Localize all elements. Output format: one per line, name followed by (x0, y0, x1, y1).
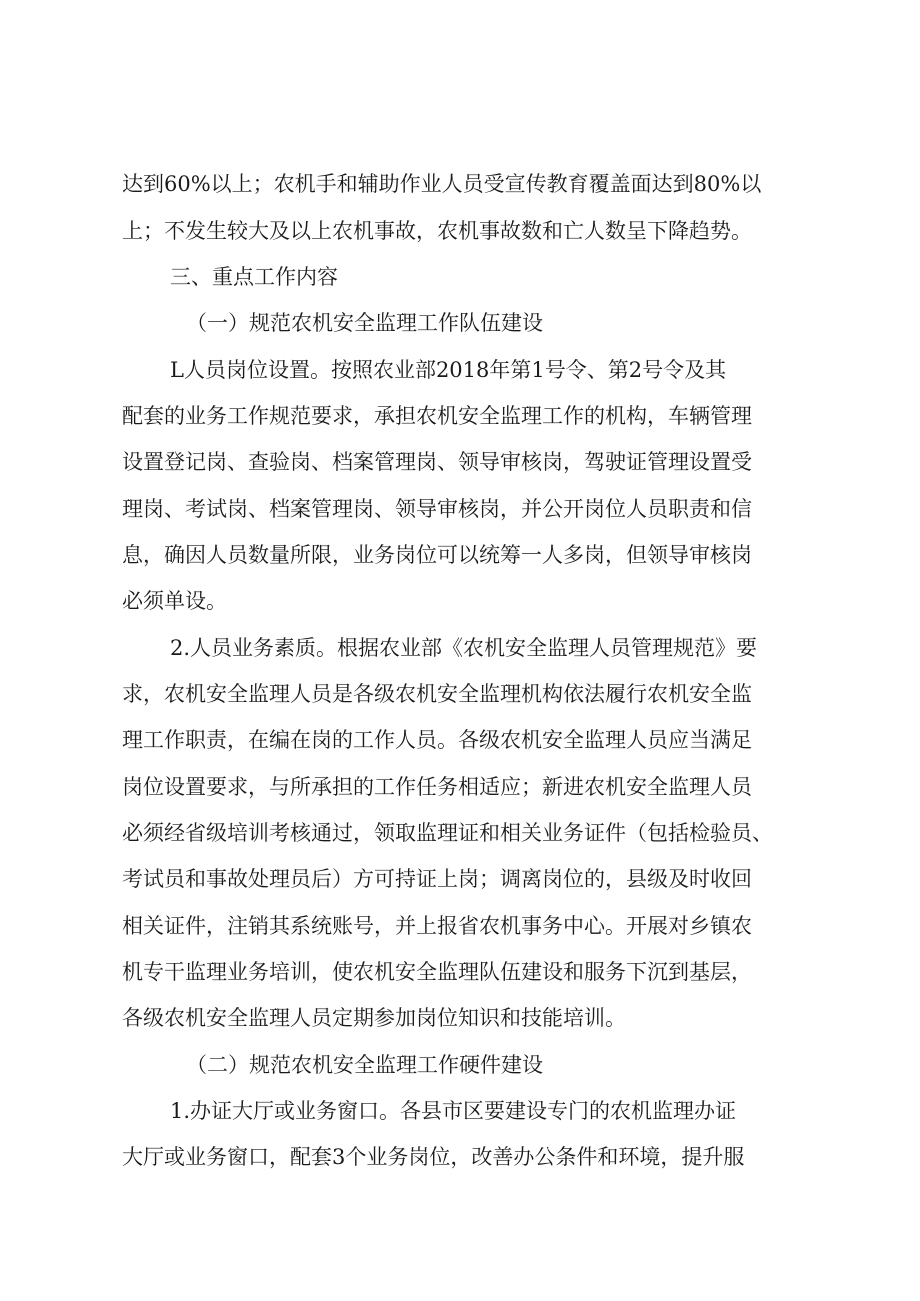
paragraph-line: 2.人员业务素质。根据农业部《农机安全监理人员管理规范》要 (170, 636, 758, 660)
paragraph-line: 息，确因人员数量所限，业务岗位可以统筹一人多岗，但领导审核岗 (122, 543, 752, 567)
paragraph-line: 必须经省级培训考核通过，领取监理证和相关业务证件（包括检验员、 (122, 821, 773, 845)
paragraph-line: 设置登记岗、查验岗、档案管理岗、领导审核岗，驾驶证管理设置受 (122, 450, 752, 474)
section-heading: 三、重点工作内容 (170, 265, 338, 289)
paragraph-line: 达到60%以上；农机手和辅助作业人员受宣传教育覆盖面达到80%以 (122, 172, 762, 196)
paragraph-line: 各级农机安全监理人员定期参加岗位知识和技能培训。 (122, 1006, 626, 1030)
paragraph-line: 理岗、考试岗、档案管理岗、领导审核岗，并公开岗位人员职责和信 (122, 497, 752, 521)
subsection-heading: （一）规范农机安全监理工作队伍建设 (186, 311, 543, 335)
paragraph-line: 配套的业务工作规范要求，承担农机安全监理工作的机构，车辆管理 (122, 404, 752, 428)
paragraph-line: 岗位设置要求，与所承担的工作任务相适应；新进农机安全监理人员 (122, 775, 752, 799)
subsection-heading: （二）规范农机安全监理工作硬件建设 (186, 1053, 543, 1077)
paragraph-line: 机专干监理业务培训，使农机安全监理队伍建设和服务下沉到基层， (122, 960, 752, 984)
paragraph-line: 上；不发生较大及以上农机事故，农机事故数和亡人数呈下降趋势。 (122, 219, 752, 243)
paragraph-line: L人员岗位设置。按照农业部2018年第1号令、第2号令及其 (170, 358, 727, 382)
paragraph-line: 求，农机安全监理人员是各级农机安全监理机构依法履行农机安全监 (122, 682, 752, 706)
paragraph-line: 理工作职责，在编在岗的工作人员。各级农机安全监理人员应当满足 (122, 728, 752, 752)
paragraph-line: 大厅或业务窗口，配套3个业务岗位，改善办公条件和环境，提升服 (122, 1145, 745, 1169)
paragraph-line: 考试员和事故处理员后）方可持证上岗；调离岗位的，县级及时收回 (122, 867, 752, 891)
paragraph-line: 1.办证大厅或业务窗口。各县市区要建设专门的农机监理办证 (170, 1099, 737, 1123)
paragraph-line: 相关证件，注销其系统账号，并上报省农机事务中心。开展对乡镇农 (122, 914, 752, 938)
paragraph-line: 必须单设。 (122, 589, 227, 613)
